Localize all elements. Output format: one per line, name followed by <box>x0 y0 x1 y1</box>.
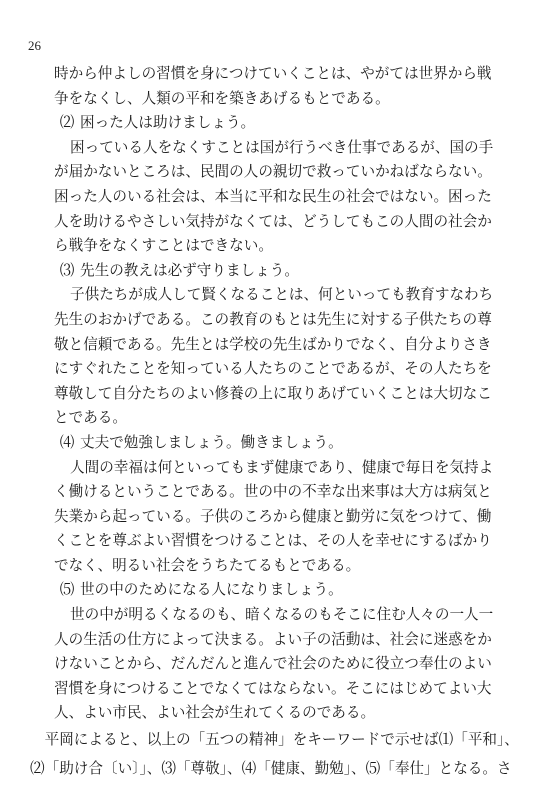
text-line: 敬と信頼である。先生とは学校の先生ばかりでなく、自分よりさき <box>54 335 492 353</box>
list-item-title: 先生の教えは必ず守りましょう。 <box>80 261 299 279</box>
text-line: 尊敬して自分たちのよい修養の上に取りあげていくことは大切なこ <box>54 384 492 402</box>
list-item-number: ⑷ <box>59 433 75 451</box>
text-line: 習慣を身につけることでなくてはならない。そこにはじめてよい大 <box>54 679 492 697</box>
text-line: けないことから、だんだんと進んで社会のために役立つ奉仕のよい <box>54 655 492 673</box>
text-line: 時から仲よしの習慣を身につけていくことは、やがては世界から戦 <box>54 65 492 82</box>
list-item-heading <box>54 578 524 603</box>
text-line: にすぐれたことを知っている人たちのことであるが、その人たちを <box>54 360 492 378</box>
numbered-list-body <box>54 62 524 726</box>
text-line: くことを尊ぶよい習慣をつけることは、その人を幸せにするばかり <box>54 532 492 550</box>
text-line: 子供たちが成人して賢くなることは、何といっても教育すなわち <box>70 286 494 304</box>
text-line: 失業から起っている。子供のころから健康と勤労に気をつけて、働 <box>54 507 492 525</box>
text-line: 困った人のいる社会は、本当に平和な民生の社会ではない。困った <box>54 187 492 205</box>
list-item-number: ⑵ <box>59 114 75 132</box>
list-item-title: 丈夫で勉強しましょう。働きましょう。 <box>80 433 343 451</box>
list-item-heading <box>54 259 524 284</box>
trailing-paragraph <box>30 726 528 783</box>
list-item-title: 困った人は助けましょう。 <box>80 114 256 132</box>
text-line: 困っている人をなくすことは国が行うべき仕事であるが、国の手 <box>70 138 494 156</box>
text-line: 人を助けるやさしい気持がなくては、どうしてもこの人間の社会か <box>54 212 492 230</box>
text-line: 人の生活の仕方によって決まる。よい子の活動は、社会に迷惑をか <box>54 630 492 648</box>
text-line: 人、よい市民、よい社会が生れてくるのである。 <box>54 704 376 722</box>
list-item-number: ⑶ <box>59 261 75 279</box>
text-line: く働けるということである。世の中の不幸な出来事は大方は病気と <box>54 483 492 501</box>
text-line: 先生のおかげである。この教育のもとは先生に対する子供たちの尊 <box>54 310 492 328</box>
text-line: 争をなくし、人類の平和を築きあげるもとである。 <box>54 89 390 107</box>
text-line: でなく、明るい社会をうちたてるもとである。 <box>54 556 361 574</box>
list-item-heading <box>54 431 524 456</box>
text-line: 人間の幸福は何といってもまず健康であり、健康で毎日を気持よ <box>70 458 494 476</box>
text-line: ⑵「助け合〔い〕」、⑶「尊敬」、⑷「健康、勤勉」、⑸「奉仕」となる。さ <box>30 759 512 777</box>
text-line: とである。 <box>54 409 127 427</box>
list-item-heading <box>54 111 524 136</box>
list-item-title: 世の中のためになる人になりましょう。 <box>80 581 343 599</box>
text-line: 世の中が明るくなるのも、暗くなるのもそこに住む人々の一人一 <box>70 606 494 624</box>
page-number: 26 <box>28 38 41 53</box>
text-line: が届かないところは、民間の人の親切で救っていかねばならない。 <box>54 163 492 181</box>
list-item-number: ⑸ <box>59 581 75 599</box>
text-line: ら戦争をなくすことはできない。 <box>54 237 273 255</box>
text-line: 平岡によると、以上の「五つの精神」をキーワードで示せば⑴「平和」、 <box>30 731 519 748</box>
